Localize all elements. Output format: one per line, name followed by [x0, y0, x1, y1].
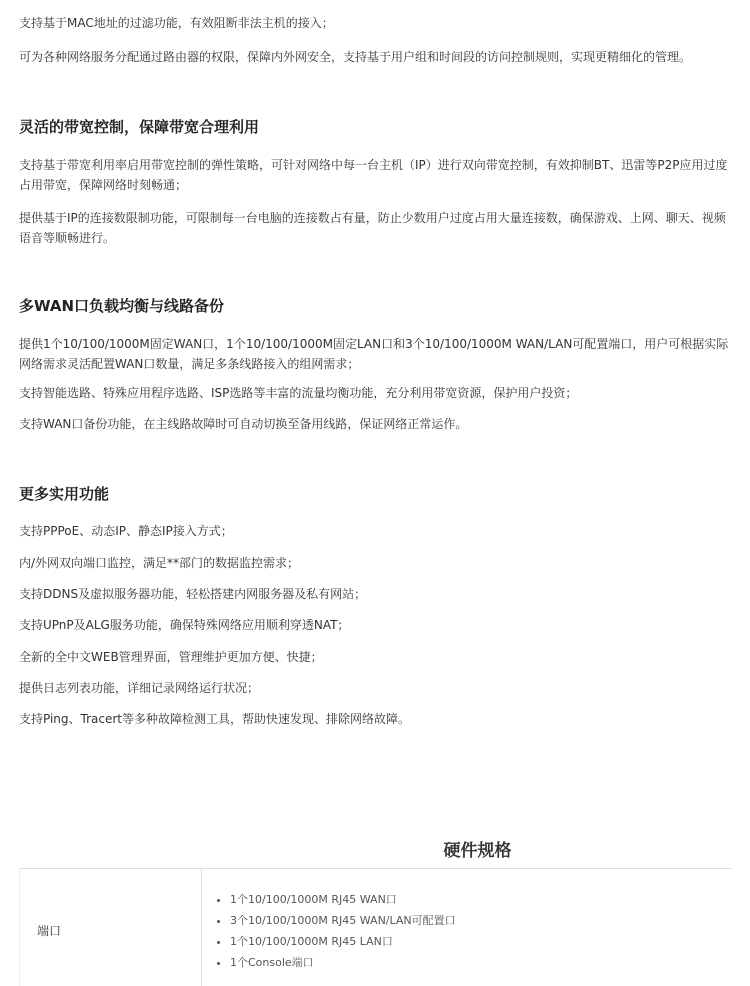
multiwan-paragraph-backup: 支持WAN口备份功能，在主线路故障时可自动切换至备用线路，保证网络正常运作。: [19, 417, 468, 431]
list-item: • 1个Console端口: [230, 952, 456, 973]
list-item: • 1个10/100/1000M RJ45 WAN口: [230, 889, 456, 910]
multiwan-paragraph-routing: 支持智能选路、特殊应用程序选路、ISP选路等丰富的流量均衡功能，充分利用带宽资源，保护用户投资；: [19, 386, 578, 400]
bandwidth-paragraph-connection-limit: 提供基于IP的连接数限制功能，可限制每一台电脑的连接数占有量，防止少数用户过度占用大量连接数，确保游戏、上网、聊天、视频语音等顺畅进行。: [19, 211, 726, 245]
more-paragraph-upnp: 支持UPnP及ALG服务功能，确保特殊网络应用顺利穿透NAT；: [19, 618, 350, 632]
more-paragraph-diagnostics: 支持Ping、Tracert等多种故障检测工具，帮助快速发现、排除网络故障。: [19, 712, 411, 726]
specs-port-list: [214, 889, 456, 973]
specs-row-label: 端口: [37, 924, 62, 938]
section-title-bandwidth: 灵活的带宽控制，保障带宽合理利用: [19, 118, 260, 136]
more-paragraph-web-ui: 全新的全中文WEB管理界面，管理维护更加方便、快捷；: [19, 650, 323, 664]
more-paragraph-access-modes: 支持PPPoE、动态IP、静态IP接入方式；: [19, 524, 233, 538]
multiwan-paragraph-ports: 提供1个10/100/1000M固定WAN口，1个10/100/1000M固定LAN口和3个10/100/1000M WAN/LAN可配置端口，用户可根据实际网络需求灵活配置WAN口数量，满足多条线路接入的组网需求；: [19, 337, 729, 371]
bandwidth-paragraph-elastic-policy: 支持基于带宽利用率启用带宽控制的弹性策略，可针对网络中每一台主机（IP）进行双向带宽控制，有效抑制BT、迅雷等P2P应用过度占用带宽，保障网络时刻畅通；: [19, 158, 728, 192]
intro-paragraph-mac-filter: 支持基于MAC地址的过滤功能，有效阻断非法主机的接入；: [19, 16, 334, 30]
intro-paragraph-access-control: 可为各种网络服务分配通过路由器的权限，保障内外网安全，支持基于用户组和时间段的访问控制规则，实现更精细化的管理。: [19, 50, 692, 64]
more-paragraph-log: 提供日志列表功能，详细记录网络运行状况；: [19, 681, 260, 695]
section-title-multiwan: 多WAN口负载均衡与线路备份: [19, 297, 225, 315]
more-paragraph-ddns: 支持DDNS及虚拟服务器功能，轻松搭建内网服务器及私有网站；: [19, 587, 367, 601]
specs-label-cell: [20, 869, 202, 986]
list-item: • 3个10/100/1000M RJ45 WAN/LAN可配置口: [230, 910, 456, 931]
section-title-more-features: 更多实用功能: [19, 485, 110, 503]
list-item: • 1个10/100/1000M RJ45 LAN口: [230, 931, 456, 952]
specs-title: 硬件规格: [443, 841, 512, 861]
specs-table: [19, 868, 732, 986]
more-paragraph-port-monitor: 内/外网双向端口监控，满足**部门的数据监控需求；: [19, 556, 300, 570]
